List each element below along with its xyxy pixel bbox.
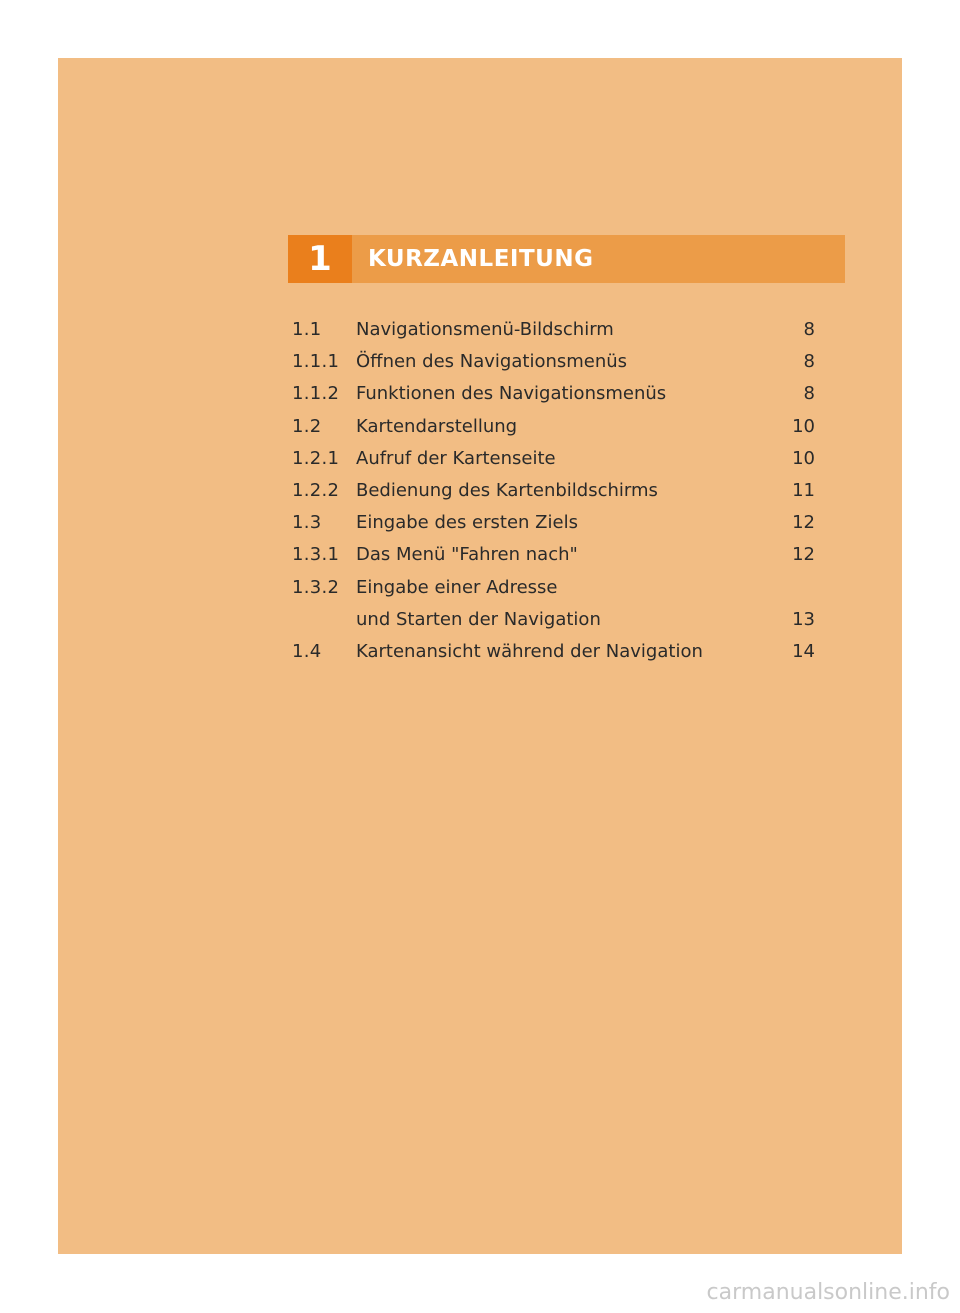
toc-entry-title: und Starten der Navigation: [356, 608, 601, 630]
toc-entry-number: 1.3: [292, 512, 322, 534]
toc-entry-title: Eingabe des ersten Ziels: [356, 512, 578, 534]
toc-entry[interactable]: [292, 378, 815, 410]
toc-entry-number: 1.2.1: [292, 447, 340, 469]
toc-entry-number: 1.2: [292, 415, 322, 437]
chapter-header: [288, 235, 845, 283]
toc-entry[interactable]: [292, 346, 815, 378]
toc-entry[interactable]: [292, 475, 815, 507]
toc-entry-number: 1.2.2: [292, 479, 340, 501]
toc-entry-title: Das Menü "Fahren nach": [356, 544, 578, 566]
toc-entry-page: 10: [792, 447, 815, 469]
toc-entry[interactable]: [292, 539, 815, 571]
toc-entry[interactable]: [292, 507, 815, 539]
chapter-number: 1: [288, 235, 352, 283]
toc-entry-number: 1.1: [292, 319, 322, 340]
toc-entry-title: Funktionen des Navigationsmenüs: [356, 383, 667, 405]
toc-entry-number: 1.3.2: [292, 576, 340, 598]
chapter-title: KURZANLEITUNG: [368, 246, 594, 272]
toc-entry[interactable]: [292, 572, 815, 604]
toc-entry[interactable]: [292, 443, 815, 475]
toc-entry-page: 8: [803, 383, 815, 405]
toc-entry-page: 11: [792, 479, 815, 501]
toc-entry[interactable]: [292, 636, 815, 668]
toc-entry-title: Kartendarstellung: [356, 415, 518, 437]
toc-entry-continuation[interactable]: [292, 604, 815, 636]
toc-entry-title: Bedienung des Kartenbildschirms: [356, 479, 658, 501]
toc-entry-page: 13: [792, 608, 815, 630]
watermark-text: carmanualsonline.info: [706, 1280, 950, 1305]
toc-entry-title: Navigationsmenü-Bildschirm: [356, 319, 614, 340]
toc-entry-number: 1.1.2: [292, 383, 340, 405]
toc-entry-title: Kartenansicht während der Navigation: [356, 640, 703, 662]
toc-entry[interactable]: [292, 411, 815, 443]
toc-entry-number: 1.4: [292, 640, 322, 662]
toc-entry-title: Aufruf der Kartenseite: [356, 447, 556, 469]
toc-entry-page: 14: [792, 640, 815, 662]
toc-entry-page: 8: [803, 319, 815, 340]
toc-entry[interactable]: [292, 314, 815, 346]
toc-entry-page: 12: [792, 544, 815, 566]
toc-entry-page: 8: [803, 351, 815, 373]
manual-page: [58, 58, 902, 1254]
table-of-contents: [292, 314, 815, 668]
toc-entry-number: 1.3.1: [292, 544, 340, 566]
toc-entry-page: 10: [792, 415, 815, 437]
toc-entry-page: 12: [792, 512, 815, 534]
toc-entry-title: Öffnen des Navigationsmenüs: [356, 351, 628, 373]
toc-entry-number: 1.1.1: [292, 351, 340, 373]
toc-entry-title: Eingabe einer Adresse: [356, 576, 558, 598]
